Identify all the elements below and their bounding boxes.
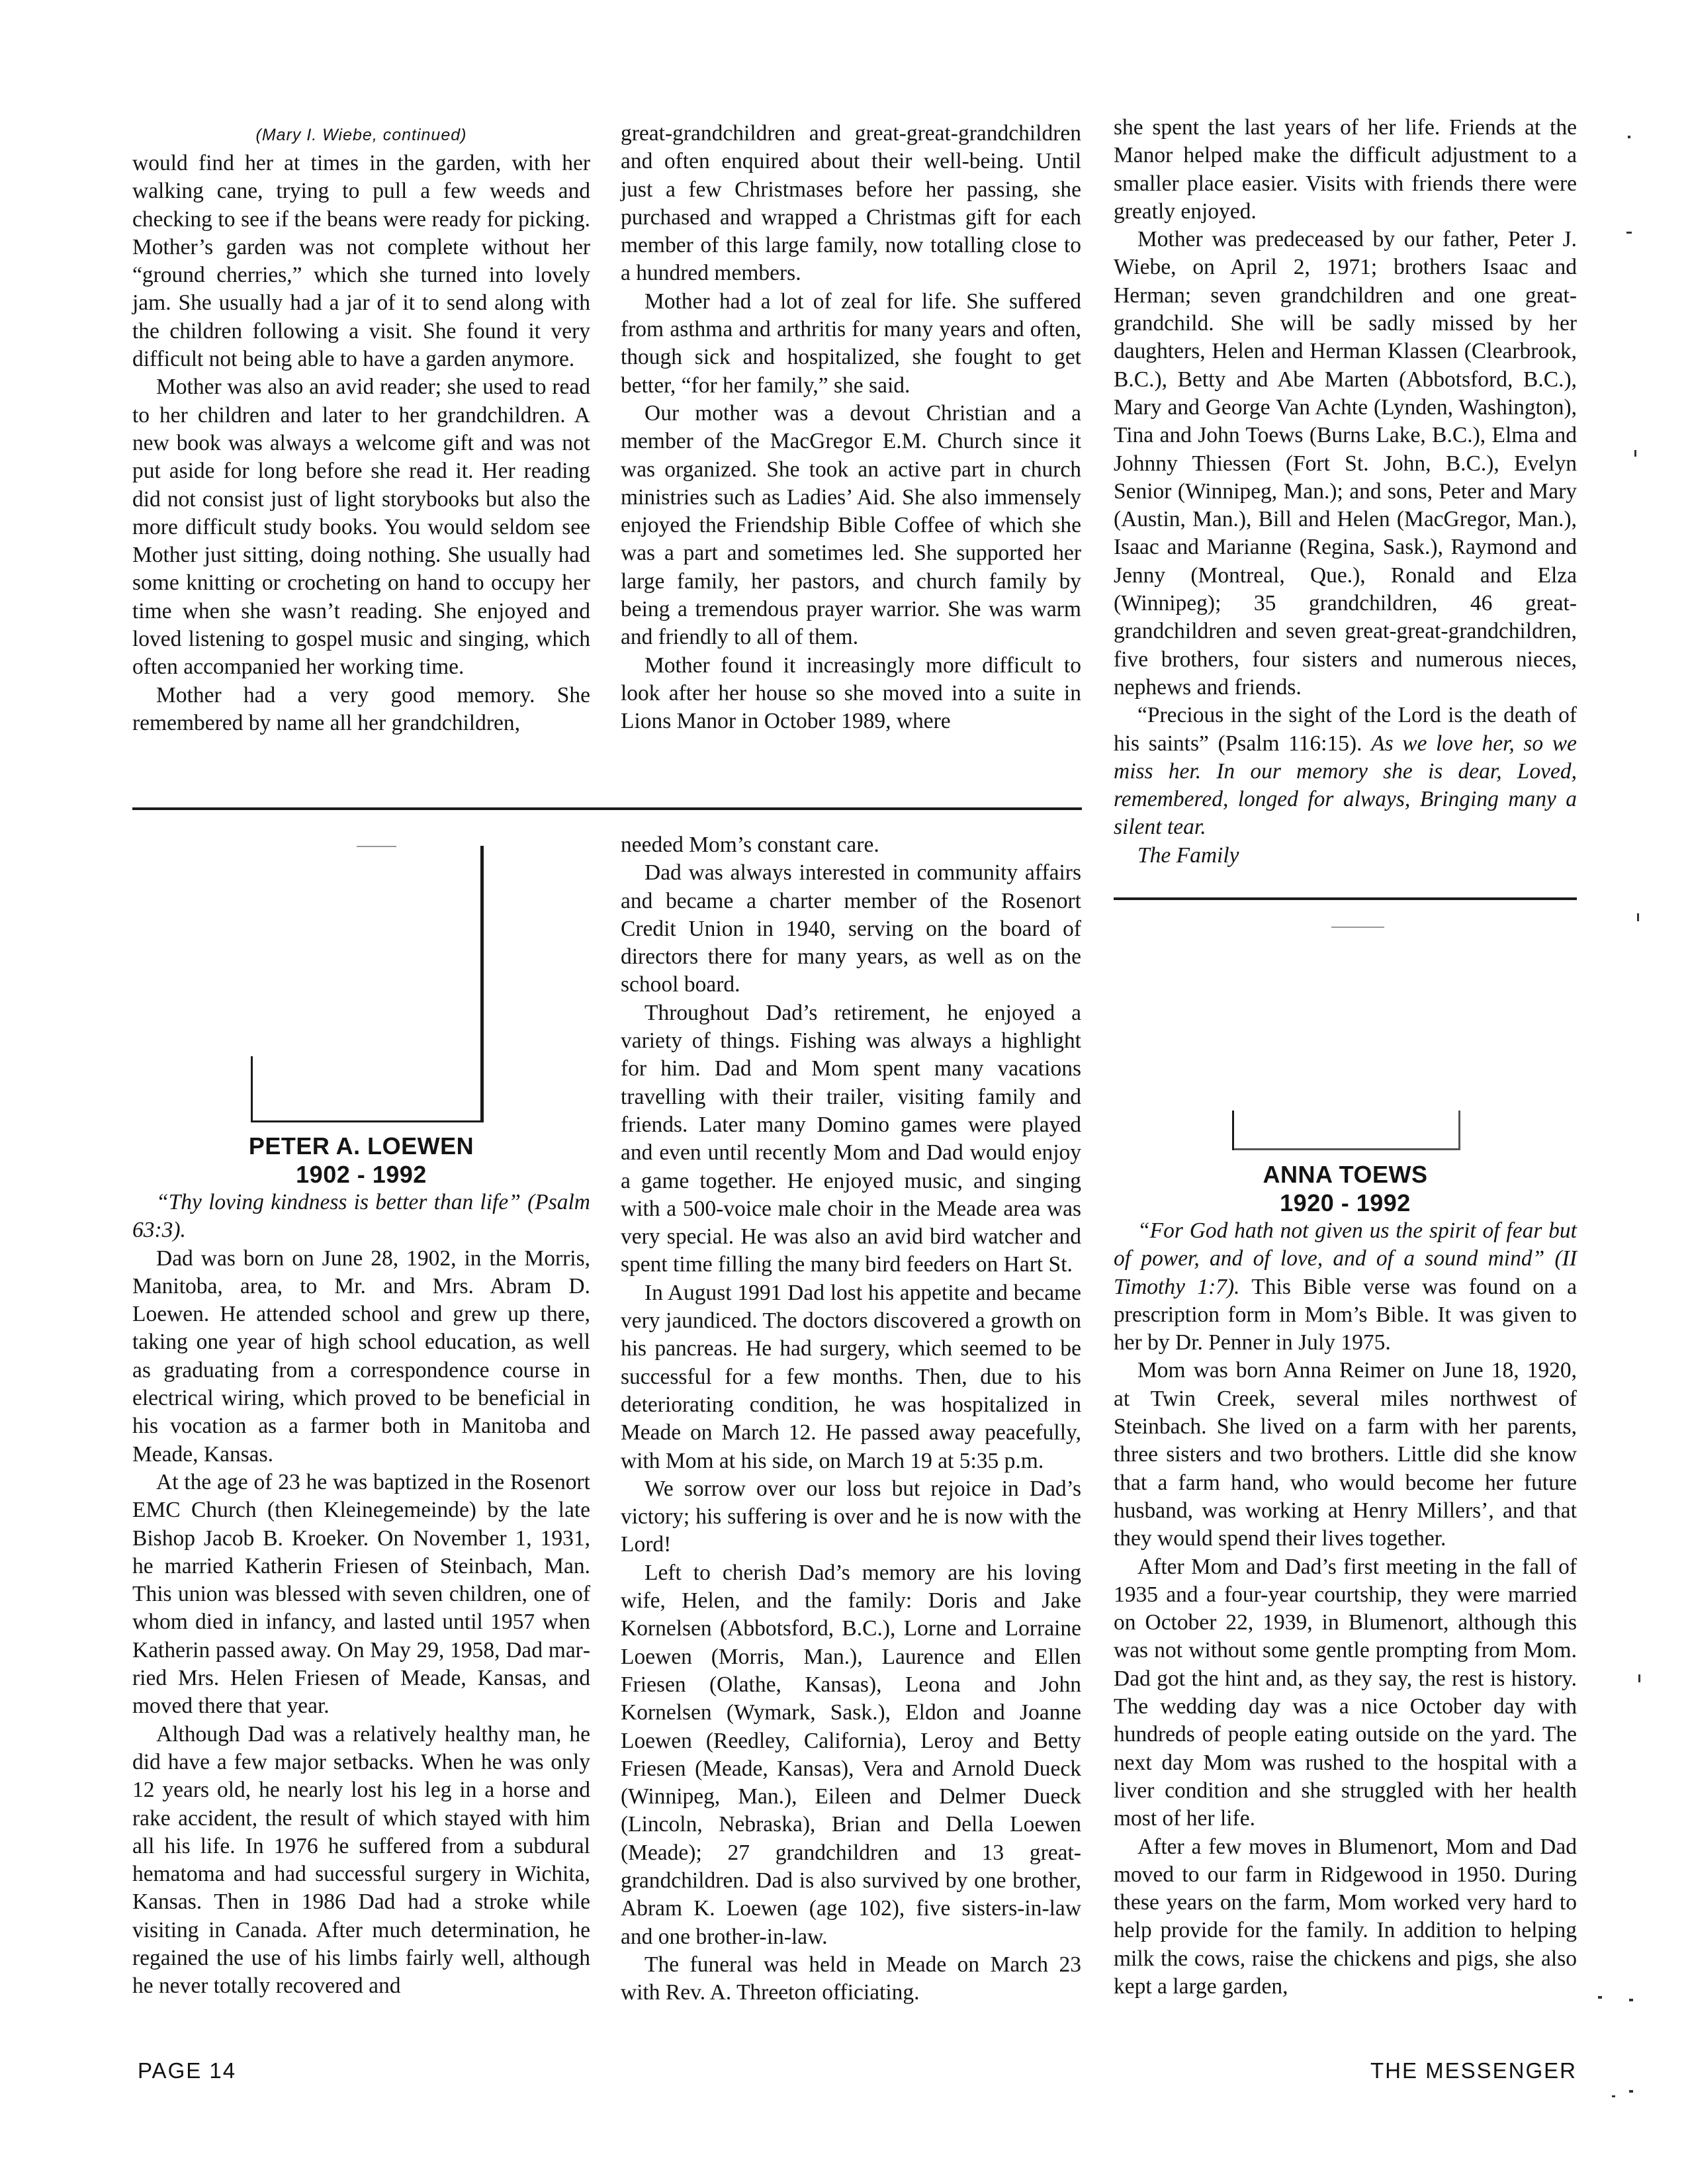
- bible-verse: “Thy loving kindness is better than life” (Psalm 63:3).: [132, 1190, 590, 1243]
- section-divider: [132, 807, 1082, 810]
- paragraph: Dad was born on June 28, 1902, in the Morris, Manitoba, area, to Mr. and Mrs. Abram D. Loewen. He attended school and grew up there, taking one year of high school education, as well as graduating from a correspondence course in electrical wiring, which proved to be beneficial in his vocation as a farmer both in Manitoba and Meade, Kansas.: [132, 1246, 590, 1467]
- paragraph: Mother found it increasingly more difficult to look after her house so she moved into a suite in Lions Manor in October 1989, where: [621, 653, 1081, 734]
- scan-speck: [1612, 2095, 1615, 2097]
- scan-speck: [1628, 136, 1630, 138]
- obituary-photo-peter: [251, 846, 484, 1122]
- scan-speck: [1598, 1996, 1602, 1999]
- paragraph: Mother had a lot of zeal for life. She suffered from asthma and arthritis for many years and often, though sick and hospitalized, she fought to get better, “for her family,” she said.: [621, 289, 1081, 398]
- obituary-name: PETER A. LOEWEN: [248, 1132, 474, 1160]
- signature: The Family: [1137, 842, 1239, 868]
- scan-speck: [1634, 450, 1636, 457]
- paragraph: Throughout Dad’s retirement, he enjoyed a variety of things. Fishing was always a highlight for him. Dad and Mom spent many vacations travelling with their trailer, visiting family and friends. Later many Domino games were played and even until recently Mom and Dad would enjoy a game together. He enjoyed music, and singing with a 500-voice male choir in the Meade area was very special. He was also an avid bird watcher and spent time filling the many bird feeders on Hart St.: [621, 1000, 1081, 1277]
- obituary-name: ANNA TOEWS: [1263, 1161, 1428, 1188]
- obituary-dates: 1920 - 1992: [1280, 1189, 1411, 1216]
- paragraph: needed Mom’s constant care.: [621, 833, 879, 857]
- paragraph: would find her at times in the garden, with her walking cane, trying to pull a few weeds and checking to see if the beans were ready for picking. Mother’s garden was not complete without her “ground cherries,” which she turned into lovely jam. She usually had a jar of it to send along with the children following a visit. She found it very difficult not being able to have a garden anymore.: [132, 151, 590, 372]
- paragraph: After a few moves in Blumenort, Mom and Dad moved to our farm in Ridgewood in 1950. During these years on the farm, Mom worked very hard to help provide for the family. In addition to helping milk the cows, raise the chickens and pigs, she also kept a large garden,: [1114, 1834, 1577, 1999]
- obituary-photo-anna: [1232, 927, 1460, 1150]
- paragraph: In August 1991 Dad lost his appetite and became very jaundiced. The doctors discovered a growth on his pancreas. He had surgery, which seemed to be successful for a few months. Then, due to his deteriorating condition, he was hospitalized in Meade on March 12. He passed away peacefully, with Mom at his side, on March 19 at 5:35 p.m.: [621, 1280, 1081, 1473]
- paragraph: great-grandchildren and great-great-grandchildren and often enquired about their well-being. Until just a few Christmases before her passing, she purchased and wrapped a Christmas gift for each member of this large family, now totalling close to a hundred members.: [621, 121, 1081, 286]
- mary-column-1: [132, 123, 590, 737]
- mary-column-2: [621, 120, 1081, 736]
- paragraph: Mother had a very good memory. She remembered by name all her grandchildren,: [132, 682, 590, 735]
- scan-speck: [1629, 1999, 1633, 2001]
- section-divider-right: [1114, 897, 1577, 900]
- paragraph: After Mom and Dad’s first meeting in the fall of 1935 and a four-year courtship, they were married on October 22, 1939, in Blumenort, although this was not without some gentle prompting from Mom. Dad got the hint and, as they say, the rest is history. The wedding day was a nice October day with hundreds of people eating outside on the yard. The next day Mom was rushed to the hospital with a liver condition and she struggled with her health most of her life.: [1114, 1554, 1577, 1831]
- paragraph: she spent the last years of her life. Friends at the Manor helped make the difficult adjustment to a smaller place easier. Visits with friends there were greatly enjoyed.: [1114, 115, 1577, 224]
- scan-speck: [1638, 1674, 1640, 1682]
- publication-name: THE MESSENGER: [1370, 2058, 1577, 2083]
- closing-quote: “Precious in the sight of the Lord is the death of his saints” (Psalm 116:15).: [1114, 703, 1577, 756]
- peter-column-2: [621, 831, 1081, 2007]
- scan-speck: [1626, 232, 1632, 234]
- paragraph: The funeral was held in Meade on March 23 with Rev. A. Threeton officiating.: [621, 1952, 1081, 2005]
- peter-column-1: [132, 1132, 590, 2001]
- scan-speck: [1637, 913, 1639, 921]
- mary-column-3: [1114, 114, 1577, 870]
- paragraph: Our mother was a devout Christian and a member of the MacGregor E.M. Church since it was organized. She took an active part in church ministries such as Ladies’ Aid. She also immensely enjoyed the Friendship Bible Coffee of which she was a part and sometimes led. She supported her large family, her pastors, and church family by being a tremendous prayer warrior. She was warm and friendly to all of them.: [621, 400, 1081, 650]
- anna-column-3: [1114, 1160, 1577, 2001]
- obituary-dates: 1902 - 1992: [296, 1161, 427, 1188]
- paragraph: We sorrow over our loss but rejoice in Dad’s victory; his suffering is over and he is now with the Lord!: [621, 1476, 1081, 1557]
- paragraph: Left to cherish Dad’s memory are his loving wife, Helen, and the family: Doris and Jake Kornelsen (Abbotsford, B.C.), Lorne and Lorraine Loewen (Morris, Man.), Laurence and Ellen Friesen (Olathe, Kansas), Leona and John Kornelsen (Wymark, Sask.), Eldon and Joanne Loewen (Reedley, California), Leroy and Betty Friesen (Meade, Kansas), Vera and Arnold Dueck (Winnipeg, Man.), Eileen and Delmer Dueck (Lincoln, Nebraska), Brian and Della Loewen (Meade); 27 grandchildren and 13 great-grandchildren. Dad is also survived by one brother, Abram K. Loewen (age 102), five sisters-in-law and one brother-in-law.: [621, 1560, 1081, 1949]
- paragraph: Mother was also an avid reader; she used to read to her children and later to her grandchildren. A new book was always a welcome gift and was not put aside for long before she read it. Her reading did not consist just of light storybooks but also the more difficult study books. You would seldom see Mother just sitting, doing nothing. She usually had some knitting or crocheting on hand to occupy her time when she wasn’t reading. She enjoyed and loved listening to gospel music and singing, which often accompanied her working time.: [132, 375, 590, 680]
- page-number: PAGE 14: [138, 2058, 237, 2083]
- paragraph: Mother was predeceased by our father, Peter J. Wiebe, on April 2, 1971; brothers Isaac and Herman; seven grandchildren and one great-grandchild. She will be sadly missed by her daughters, Helen and Herman Klassen (Clearbrook, B.C.), Betty and Abe Marten (Abbotsford, B.C.), Mary and George Van Achte (Lynden, Washington), Tina and John Toews (Burns Lake, B.C.), Elma and Johnny Thiessen (Fort St. John, B.C.), Evelyn Senior (Winnipeg, Man.); and sons, Peter and Mary (Austin, Man.), Bill and Helen (MacGregor, Man.), Isaac and Marianne (Regina, Sask.), Raymond and Jenny (Montreal, Que.), Ronald and Elza (Winnipeg); 35 grandchildren, 46 great-grandchildren and seven great-great-grandchildren, five brothers, four sisters and numerous nieces, nephews and friends.: [1114, 227, 1577, 700]
- bible-verse: “For God hath not given us the spirit of fear but of power, and of love, and of a sound mind” (II Timothy 1:7). This Bible verse was found on a prescription form in Mom’s Bible. It was given to her by Dr. Penner in July 1975.: [1114, 1218, 1577, 1355]
- closing-paragraph: [1114, 702, 1577, 841]
- paragraph: At the age of 23 he was baptized in the Rosenort EMC Church (then Kleinegemeinde) by the late Bishop Jacob B. Kroeker. On November 1, 1931, he married Katherin Friesen of Steinbach, Man. This union was blessed with seven children, one of whom died in infancy, and lasted until 1957 when Katherin passed away. On May 29, 1958, Dad married Mrs. Helen Friesen of Meade, Kansas, and moved there that year.: [132, 1469, 590, 1719]
- paragraph: Dad was always interested in community affairs and became a charter member of the Rosenort Credit Union in 1940, serving on the board of directors there for many years, as well as on the school board.: [621, 860, 1081, 997]
- continued-header: (Mary I. Wiebe, continued): [255, 126, 467, 144]
- scan-speck: [1629, 2090, 1633, 2093]
- paragraph: Although Dad was a relatively healthy man, he did have a few major setbacks. When he was only 12 years old, he nearly lost his leg in a horse and rake accident, the result of which stayed with him all his life. In 1976 he suffered from a subdural hematoma and had successful surgery in Wichita, Kansas. Then in 1986 Dad had a stroke while visiting in Canada. After much determination, he regained the use of his limbs fairly well, although he never totally recovered and: [132, 1721, 590, 1999]
- paragraph: Mom was born Anna Reimer on June 18, 1920, at Twin Creek, several miles northwest of Steinbach. She lived on a farm with her parents, three sisters and two brothers. Little did she know that a farm hand, who would become her future husband, was working at Henry Millers’, and that they would spend their lives together.: [1114, 1358, 1577, 1551]
- closing-poem: As we love her, so we miss her. In our memory she is dear, Loved, remembered, longed for always, Bringing many a silent tear.: [1114, 731, 1577, 840]
